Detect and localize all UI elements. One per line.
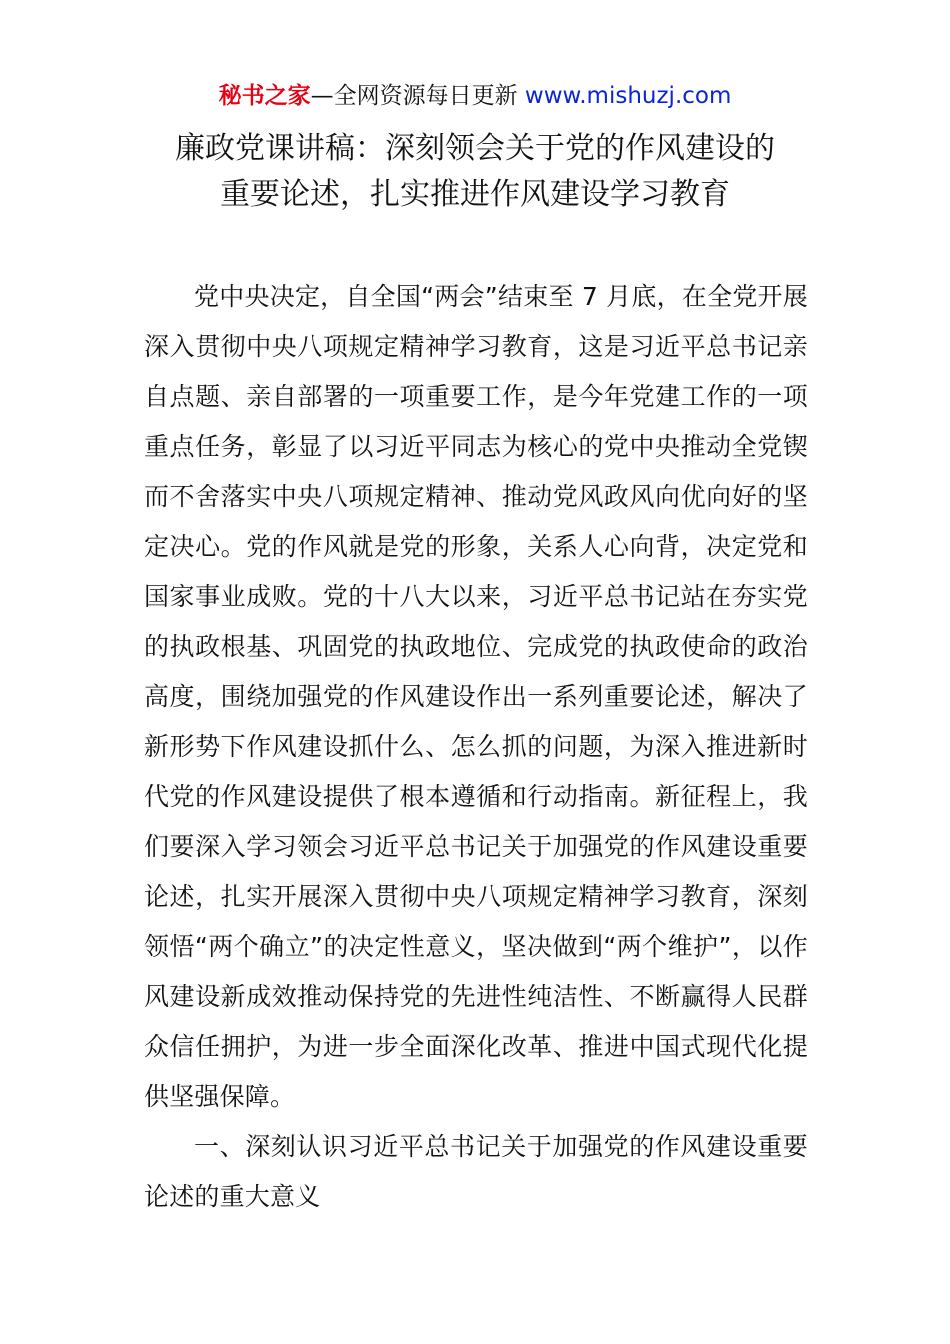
site-url-link[interactable]: www.mishuzj.com — [524, 83, 732, 109]
document-body — [144, 272, 808, 1222]
section-heading: 一、深刻认识习近平总书记关于加强党的作风建设重要论述的重大意义 — [144, 1132, 808, 1211]
document-title-line-1: 廉政党课讲稿：深刻领会关于党的作风建设的 — [175, 131, 775, 166]
document-title-line-2: 重要论述，扎实推进作风建设学习教育 — [220, 177, 730, 212]
document-title — [60, 126, 890, 218]
site-header — [0, 80, 950, 112]
site-name: 秘书之家 — [218, 83, 311, 109]
site-tagline: —全网资源每日更新 — [310, 83, 525, 109]
body-paragraph: 党中央决定，自全国“两会”结束至 7 月底，在全党开展深入贯彻中央八项规定精神学习教育，这是习近平总书记亲自点题、亲自部署的一项重要工作，是今年党建工作的一项重点任务，彰显了以习近平同志为核心的党中央推动全党锲而不舍落实中央八项规定精神、推动党风政风向优向好的坚定决心。党的作风就是党的形象，关系人心向背，决定党和国家事业成败。党的十八大以来，习近平总书记站在夯实党的执政根基、巩固党的执政地位、完成党的执政使命的政治高度，围绕加强党的作风建设作出一系列重要论述，解决了新形势下作风建设抓什么、怎么抓的问题，为深入推进新时代党的作风建设提供了根本遵循和行动指南。新征程上，我们要深入学习领会习近平总书记关于加强党的作风建设重要论述，扎实开展深入贯彻中央八项规定精神学习教育，深刻领悟“两个确立”的决定性意义，坚决做到“两个维护”，以作风建设新成效推动保持党的先进性纯洁性、不断赢得人民群众信任拥护，为进一步全面深化改革、推进中国式现代化提供坚强保障。 — [144, 282, 808, 1111]
